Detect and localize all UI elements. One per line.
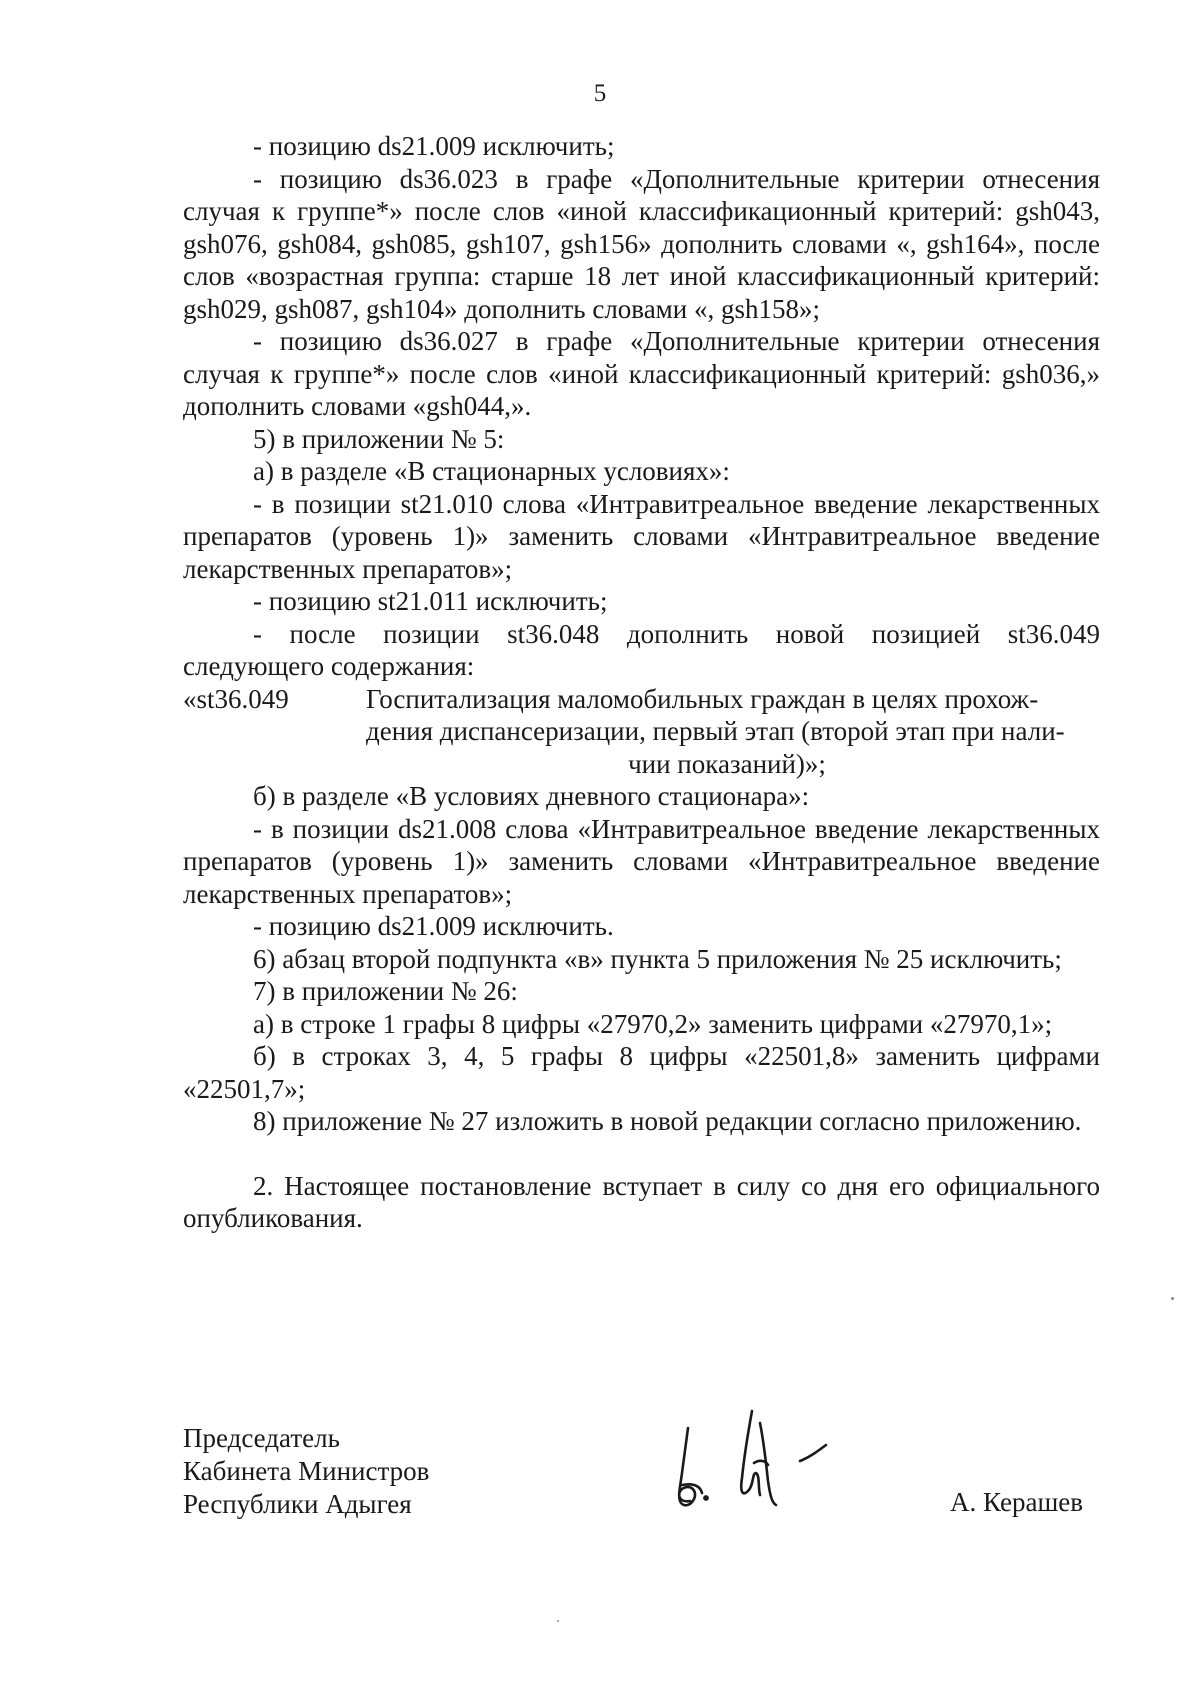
position-description-line: дения диспансеризации, первый этап (второй этап при нали-: [366, 716, 1065, 746]
signatory-title-line: Республики Адыгея: [183, 1489, 412, 1519]
position-description: [366, 683, 1100, 781]
handwritten-signature: [660, 1403, 860, 1513]
paragraph: - в позиции st21.010 слова «Интравитреальное введение лекарственных препаратов (уровень 1)» заменить словами «Интравитреальное введение лекарственных препаратов»;: [183, 488, 1100, 584]
scan-speck: [557, 1620, 559, 1622]
paragraph: а) в строке 1 графы 8 цифры «27970,2» заменить цифрами «27970,1»;: [253, 1008, 1053, 1039]
signatory-title: [183, 1422, 429, 1521]
paragraph: 7) в приложении № 26:: [253, 976, 518, 1006]
document-body: [183, 130, 1100, 1235]
position-code: «st36.049: [183, 683, 289, 714]
signatory-title-line: Кабинета Министров: [183, 1456, 430, 1486]
paragraph: 8) приложение № 27 изложить в новой редакции согласно приложению.: [253, 1106, 1082, 1136]
paragraph: - позицию ds36.023 в графе «Дополнительные критерии отнесения случая к группе*» после слов «иной классификационный критерий: gsh043, gsh076, gsh084, gsh085, gsh107, gsh156» дополнить словами «, gsh164», после слов «возрастная группа: старше 18 лет иной классификационный критерий: gsh029, gsh087, gsh104» дополнить словами «, gsh158»;: [183, 163, 1100, 324]
paragraph: - позицию st21.011 исключить;: [253, 586, 608, 616]
paragraph: б) в строках 3, 4, 5 графы 8 цифры «22501,8» заменить цифрами «22501,7»;: [183, 1041, 1100, 1104]
paragraph: а) в разделе «В стационарных условиях»:: [253, 456, 730, 486]
paragraph: 6) абзац второй подпункта «в» пункта 5 приложения № 25 исключить;: [253, 943, 1062, 974]
new-position-entry: [183, 683, 1100, 781]
paragraph: б) в разделе «В условиях дневного стационара»:: [253, 781, 810, 811]
closing-paragraph: 2. Настоящее постановление вступает в силу со дня его официального опубликования.: [183, 1170, 1100, 1233]
scan-speck: [1171, 1297, 1174, 1300]
position-description-line: Госпитализация маломобильных граждан в целях прохож-: [366, 683, 1039, 714]
paragraph: - в позиции ds21.008 слова «Интравитреальное введение лекарственных препаратов (уровень 1)» заменить словами «Интравитреальное введение лекарственных препаратов»;: [183, 813, 1100, 909]
paragraph: - после позиции st36.048 дополнить новой позицией st36.049 следующего содержания:: [183, 618, 1100, 681]
paragraph: 5) в приложении № 5:: [253, 423, 505, 454]
position-description-line: чии показаний)»;: [628, 748, 826, 779]
page-number: 5: [593, 80, 607, 107]
paragraph: - позицию ds21.009 исключить;: [253, 131, 615, 161]
paragraph: - позицию ds21.009 исключить.: [253, 911, 614, 941]
signatory-title-line: Председатель: [183, 1423, 340, 1453]
paragraph: - позицию ds36.027 в графе «Дополнительные критерии отнесения случая к группе*» после слов «иной классификационный критерий: gsh036,» дополнить словами «gsh044,».: [183, 326, 1100, 421]
signer-name: А. Керашев: [950, 1487, 1083, 1517]
